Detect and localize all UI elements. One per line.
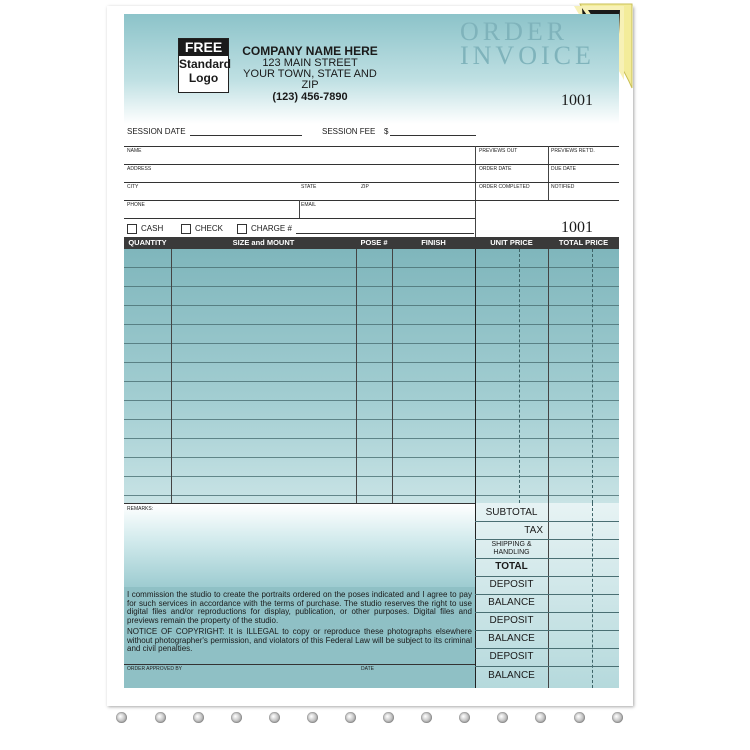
col-divider [548,249,549,503]
rule [475,576,619,577]
check-label: CHECK [195,224,224,234]
perforation-hole [193,712,204,723]
logo-standard: Standard [179,57,232,71]
state-label[interactable]: STATE [301,184,317,190]
table-row [124,381,619,382]
company-street: 123 MAIN STREET [262,57,358,69]
rule [124,218,475,219]
currency-sign: $ [384,127,389,136]
table-row [124,362,619,363]
charge-line[interactable] [296,233,474,234]
totals-panel [475,503,619,688]
email-label[interactable]: EMAIL [301,202,317,208]
divider [548,146,549,200]
rule [124,164,619,165]
company-city: YOUR TOWN, STATE AND ZIP [243,68,377,91]
company-block [235,44,385,103]
phone-label[interactable]: PHONE [127,202,145,208]
notified-label[interactable]: NOTIFIED [551,184,575,190]
subtotal-label: SUBTOTAL [485,507,538,518]
perforation-hole [116,712,127,723]
tax-label: TAX [524,525,543,536]
cash-checkbox[interactable] [127,224,137,234]
session-date-label: SESSION DATE [127,127,186,136]
divider [548,503,549,688]
legal-terms [124,587,475,688]
col-divider [475,249,476,503]
divider [475,146,476,237]
remarks-area[interactable] [124,503,475,588]
perforation-hole [269,712,280,723]
invoice-form [124,14,619,688]
cents-divider [592,249,593,503]
rule [475,612,619,613]
balance-label: BALANCE [488,633,535,644]
logo-box [178,38,232,93]
table-row [124,438,619,439]
col-divider [392,249,393,503]
invoice-number-mid: 1001 [561,219,593,236]
perforation-hole [459,712,470,723]
deposit-label: DEPOSIT [489,615,534,626]
title-line1: ORDER [460,17,569,46]
deposit-label: DEPOSIT [489,579,534,590]
table-row [124,343,619,344]
charge-label: CHARGE # [251,224,292,234]
perforation-hole [574,712,585,723]
session-fee-line[interactable] [390,135,476,136]
table-row [124,305,619,306]
company-phone: (123) 456-7890 [272,91,348,103]
col-divider [171,249,172,503]
table-row [124,495,619,496]
table-header [124,237,619,249]
signature-line [124,664,475,665]
invoice-number-top: 1001 [561,92,593,109]
rule [475,521,619,522]
address-label[interactable]: ADDRESS [127,166,152,172]
zip-label[interactable]: ZIP [361,184,369,190]
balance-label: BALANCE [488,670,535,681]
rule [475,594,619,595]
perforation-hole [612,712,623,723]
cents-divider [519,249,520,503]
rule [124,182,619,183]
check-checkbox[interactable] [181,224,191,234]
city-label[interactable]: CITY [127,184,139,190]
title-line2: INVOICE [460,41,595,70]
order-date-label[interactable]: ORDER DATE [479,166,512,172]
col-finish: FINISH [421,238,446,247]
perforation-hole [155,712,166,723]
document-title [460,17,595,70]
table-row [124,400,619,401]
table-row [124,476,619,477]
previews-retd-label[interactable]: PREVIEWS RET'D. [551,148,595,154]
rule [124,200,619,201]
perforation-hole [535,712,546,723]
perforation-hole [231,712,242,723]
company-name: COMPANY NAME HERE [242,44,378,58]
perforation-hole [421,712,432,723]
payment-check[interactable] [181,224,223,234]
table-row [124,324,619,325]
remarks-label: REMARKS: [127,506,154,512]
col-unit-price: UNIT PRICE [490,238,533,247]
balance-label: BALANCE [488,597,535,608]
charge-checkbox[interactable] [237,224,247,234]
handling-text: HANDLING [493,549,530,556]
rule [475,539,619,540]
rule [475,666,619,667]
previews-out-label[interactable]: PREVIEWS OUT [479,148,518,154]
copyright-text: NOTICE OF COPYRIGHT: It is ILLEGAL to copy or reproduce these photographs elsewhere without photographer's permission, and violators of this Federal Law will be subject to its criminal and civil penalties. [127,627,472,653]
perforation-hole [345,712,356,723]
approved-by-label[interactable]: ORDER APPROVED BY [127,666,183,672]
col-size: SIZE and MOUNT [232,238,295,247]
order-completed-label[interactable]: ORDER COMPLETED [479,184,530,190]
table-row [124,457,619,458]
col-pose: POSE # [360,238,388,247]
perforation-hole [497,712,508,723]
table-row [124,286,619,287]
line-items-table[interactable] [124,249,619,503]
name-label[interactable]: NAME [127,148,142,154]
col-quantity: QUANTITY [128,238,167,247]
shipping-label [475,541,548,557]
cents-divider [592,503,593,688]
rule [475,630,619,631]
rule [475,648,619,649]
total-label: TOTAL [495,561,528,572]
logo-free: FREE [179,39,228,56]
perforation-hole [307,712,318,723]
perforation-hole [383,712,394,723]
commission-text: I commission the studio to create the portraits ordered on the poses indicated and I agree to pay for such services in accordance with the terms of purchase. The studio reserves the right to use digital files and/or reproductions for display, publication, or other purposes. Digital files and previews remain the property of the studio. [127,590,472,625]
shipping-text: SHIPPING & [491,541,532,548]
payment-cash[interactable] [127,224,163,234]
col-divider [356,249,357,503]
table-row [124,419,619,420]
cash-label: CASH [141,224,164,234]
divider [299,200,300,218]
table-row [124,267,619,268]
payment-charge[interactable] [237,224,292,234]
rule [124,146,619,147]
col-total-price: TOTAL PRICE [558,238,609,247]
deposit-label: DEPOSIT [489,651,534,662]
logo-logo: Logo [188,71,219,85]
session-fee-label: SESSION FEE [322,127,376,136]
due-date-label[interactable]: DUE DATE [551,166,576,172]
approval-date-label[interactable]: DATE [361,666,374,672]
session-date-line[interactable] [190,135,302,136]
rule [475,558,619,559]
